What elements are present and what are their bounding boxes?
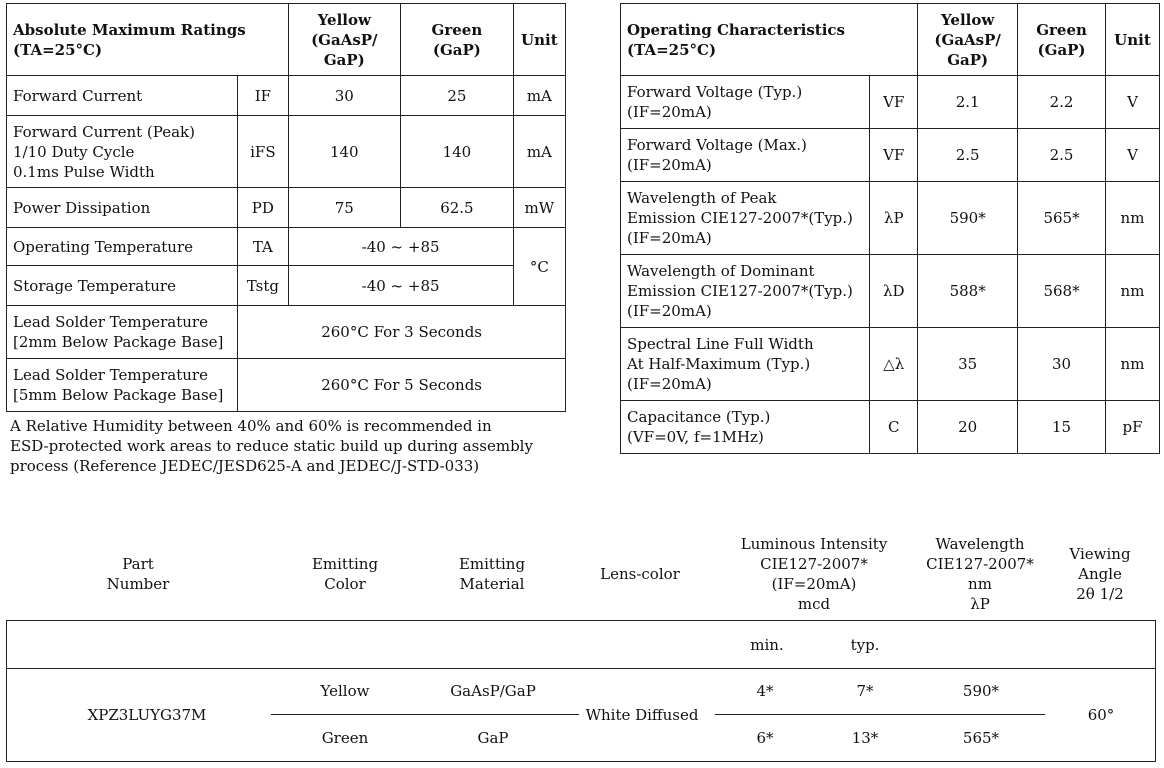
table-row: Lead Solder Temperature [5mm Below Package Base] 260°C For 5 Seconds — [7, 359, 566, 412]
part-table-body — [6, 620, 1156, 762]
table-row: Forward Voltage (Typ.) (IF=20mA) VF 2.1 2.2 V — [621, 76, 1160, 129]
table-row: Lead Solder Temperature [2mm Below Package Base] 260°C For 3 Seconds — [7, 306, 566, 359]
row-green-wavelength: 565* — [962, 729, 1000, 747]
row-yellow-wavelength: 590* — [962, 682, 1000, 700]
header-emitting-material: Emitting Material — [458, 555, 526, 593]
oc-col-yellow: Yellow (GaAsP/ GaP) — [918, 4, 1018, 76]
table-row: Spectral Line Full Width At Half-Maximum (Typ.) (IF=20mA) △λ 35 30 nm — [621, 328, 1160, 401]
header-wavelength: Wavelength CIE127-2007* nm λP — [926, 535, 1034, 613]
row-green-min: 6* — [756, 729, 774, 747]
table-row: Capacitance (Typ.) (VF=0V, f=1MHz) C 20 15 pF — [621, 401, 1160, 454]
oc-title: Operating Characteristics (TA=25°C) — [621, 4, 918, 76]
row-separator-left — [271, 714, 579, 715]
table-row: Power Dissipation PD 75 62.5 mW — [7, 188, 566, 228]
row-green-color: Green — [321, 729, 369, 747]
operating-characteristics-table — [620, 3, 1160, 454]
table-row: Operating Temperature TA -40 ~ +85 °C — [7, 228, 566, 266]
row-yellow-typ: 7* — [856, 682, 874, 700]
table-row: Wavelength of Dominant Emission CIE127-2007*(Typ.) (IF=20mA) λD 588* 568* nm — [621, 255, 1160, 328]
humidity-note: A Relative Humidity between 40% and 60% is recommended in ESD-protected work areas to reduce static build up during assembly process (Reference JEDEC/JESD625-A and JEDEC/J-STD-033) — [10, 417, 533, 475]
part-number: XPZ3LUYG37M — [87, 706, 207, 724]
table-row: Forward Voltage (Max.) (IF=20mA) VF 2.5 2.5 V — [621, 129, 1160, 182]
sub-typ: typ. — [850, 636, 880, 654]
table-row: Storage Temperature Tstg -40 ~ +85 — [7, 266, 566, 306]
oc-col-green: Green (GaP) — [1018, 4, 1106, 76]
oc-col-unit: Unit — [1105, 4, 1159, 76]
divider — [7, 668, 1155, 669]
viewing-angle-value: 60° — [1087, 706, 1115, 724]
amr-col-green: Green (GaP) — [401, 4, 514, 76]
lens-value: White Diffused — [585, 706, 699, 724]
part-table-header — [0, 534, 1164, 616]
header-viewing-angle: Viewing Angle 2θ 1/2 — [1069, 545, 1131, 603]
sub-min: min. — [750, 636, 784, 654]
amr-col-yellow: Yellow (GaAsP/ GaP) — [288, 4, 401, 76]
amr-col-unit: Unit — [513, 4, 565, 76]
row-yellow-min: 4* — [756, 682, 774, 700]
row-yellow-material: GaAsP/GaP — [450, 682, 536, 700]
amr-title: Absolute Maximum Ratings (TA=25°C) — [7, 4, 289, 76]
header-part-number: Part Number — [106, 555, 170, 593]
row-yellow-color: Yellow — [320, 682, 370, 700]
row-separator-right — [715, 714, 1045, 715]
header-luminous-intensity: Luminous Intensity CIE127-2007* (IF=20mA) mcd — [740, 535, 888, 613]
row-green-typ: 13* — [851, 729, 879, 747]
table-row: Wavelength of Peak Emission CIE127-2007*(Typ.) (IF=20mA) λP 590* 565* nm — [621, 182, 1160, 255]
header-lens-color: Lens-color — [600, 565, 680, 583]
table-row: Forward Current (Peak) 1/10 Duty Cycle 0.1ms Pulse Width iFS 140 140 mA — [7, 116, 566, 188]
absolute-maximum-ratings-table — [6, 3, 566, 412]
header-emitting-color: Emitting Color — [311, 555, 379, 593]
table-row: Forward Current IF 30 25 mA — [7, 76, 566, 116]
row-green-material: GaP — [477, 729, 509, 747]
